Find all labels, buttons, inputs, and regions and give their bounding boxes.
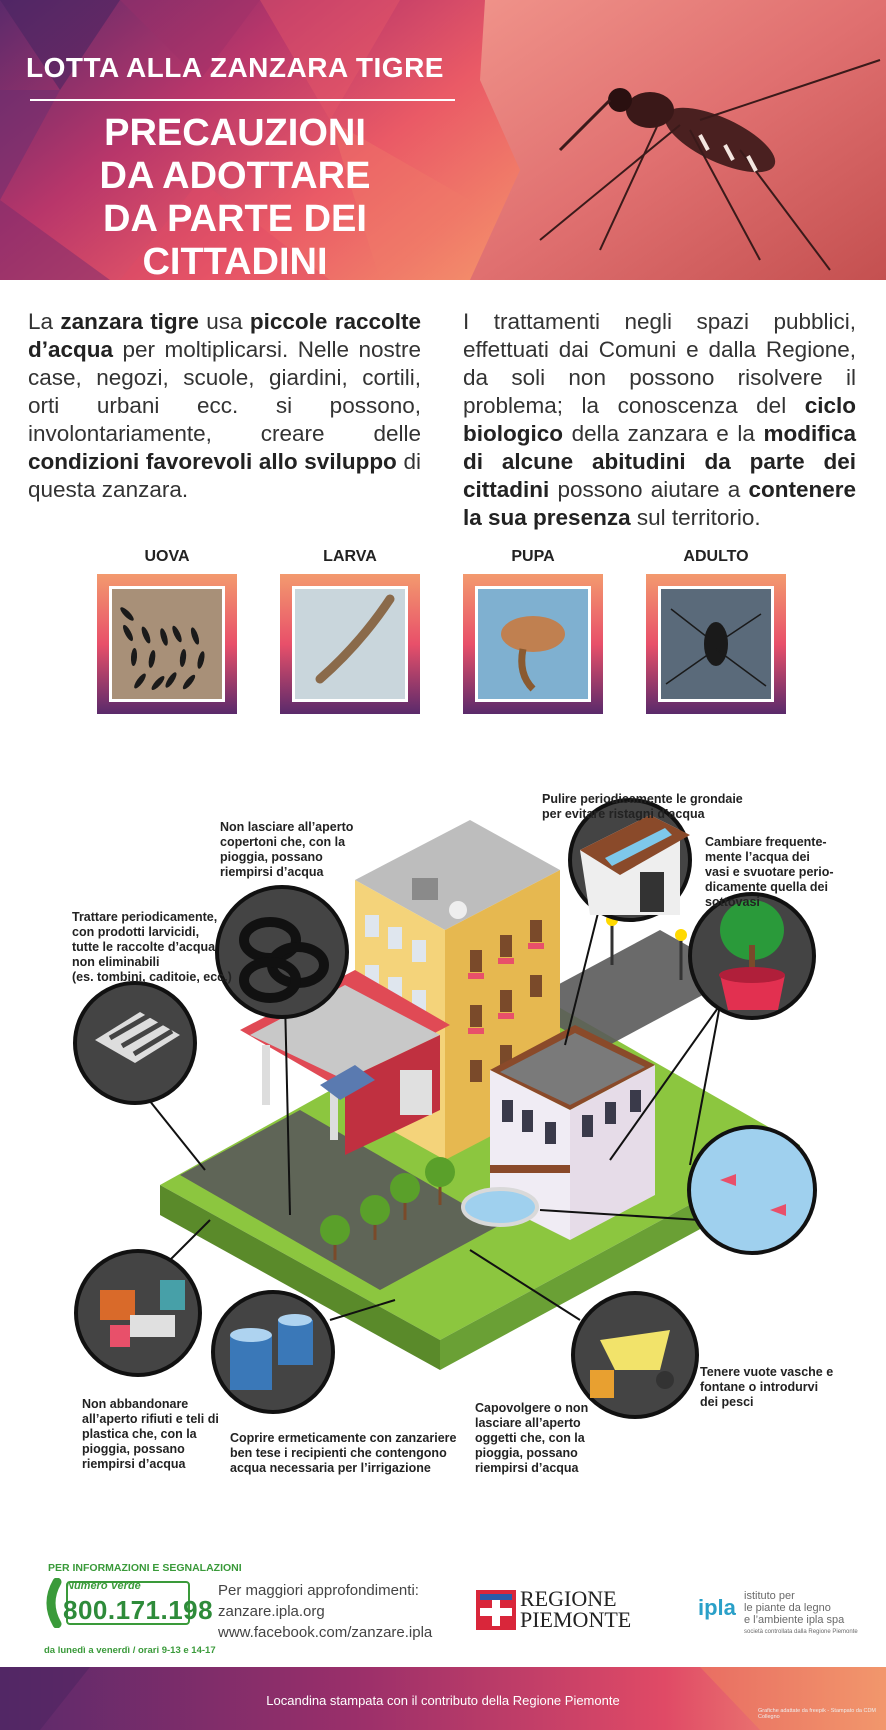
left-run: La: [28, 309, 61, 334]
ipla-logo-icon: ipla: [698, 1595, 736, 1620]
garbage-callout-icon: [76, 1251, 200, 1375]
more-info-block: [218, 1580, 432, 1643]
stage-label-pupa: PUPA: [511, 548, 555, 565]
callout-larvicides: Trattare periodicamente, con prodotti larvicidi, tutte le raccolte d’acqua non eliminabili (es. tombini, caditoie, ecc.): [72, 910, 232, 984]
regione-line1: REGIONE: [520, 1586, 617, 1611]
callout-fountains: Tenere vuote vasche e fontane o introdurvi dei pesci: [700, 1365, 834, 1409]
left-run: condizioni favorevoli allo sviluppo: [28, 449, 397, 474]
stage-label-adulto: ADULTO: [683, 548, 749, 565]
left-run: di questa zanzara.: [28, 449, 421, 502]
callout-garbage: Non abbandonare all’aperto rifiuti e teli di plastica che, con la pioggia, possano riempirsi d’acqua: [82, 1397, 219, 1471]
credit-text: Grafiche adattate da freepik - Stampato da CDM Collegno: [758, 1708, 877, 1720]
left-run: piccole raccolte d’acqua: [28, 309, 421, 362]
left-run: per moltiplicarsi. Nelle nostre case, negozi, scuole, giardini, cortili, orti urbani ecc. si possono, involontariamente, creare delle: [28, 337, 421, 446]
stage-label-larva: LARVA: [323, 548, 377, 565]
ipla-line3: e l’ambiente ipla spa: [744, 1614, 845, 1626]
right-run: contenere la sua presenza: [463, 477, 856, 530]
right-run: modifica di alcune abitudini da parte dei cittadini: [463, 421, 856, 502]
intro-left-paragraph: [28, 308, 421, 504]
header-subtitle: PRECAUZIONI DA ADOTTARE DA PARTE DEI CITTADINI: [99, 112, 371, 283]
larva-photo-icon: [280, 574, 420, 714]
ipla-logo-text: [744, 1590, 858, 1638]
eggs-photo-icon: [97, 574, 237, 714]
regione-piemonte-logo: [520, 1588, 631, 1630]
left-run: zanzara tigre: [60, 309, 199, 334]
stage-label-uova: UOVA: [144, 548, 190, 565]
regione-piemonte-logo-icon: [476, 1590, 516, 1630]
right-run: possono aiutare a: [549, 477, 749, 502]
right-run: I trattamenti negli spazi pubblici, effettuati dai Comuni e dalla Regione, da soli non possono risolvere il problema; la conoscenza del: [463, 309, 856, 418]
callout-containers: Coprire ermeticamente con zanzariere ben tese i recipienti che contengono acqua necessaria per l’irrigazione: [230, 1431, 457, 1475]
callout-tires: Non lasciare all’aperto copertoni che, con la pioggia, possano riempirsi d’acqua: [220, 820, 354, 879]
right-run: della zanzara e la: [563, 421, 764, 446]
ipla-line4: società controllata dalla Regione Piemonte: [744, 1629, 858, 1635]
header-divider: [30, 99, 455, 101]
website-link[interactable]: zanzare.ipla.org: [218, 1603, 325, 1620]
ipla-line2: le piante da legno: [744, 1602, 831, 1614]
pond: [463, 1189, 537, 1225]
right-run: sul territorio.: [630, 505, 761, 530]
callout-objects: Capovolgere o non lasciare all’aperto oggetti che, con la pioggia, possano riempirsi d’acqua: [475, 1401, 589, 1475]
pool-callout-icon: [689, 1127, 815, 1253]
pupa-photo-icon: [463, 574, 603, 714]
intro-right-paragraph: [463, 308, 856, 532]
adult-mosquito-photo-icon: [646, 574, 786, 714]
phone-number[interactable]: 800.171.198: [63, 1595, 214, 1625]
callout-flowerpots: Cambiare frequente- mente l’acqua dei vasi e svuotare perio- dicamente quella dei sottovasi: [705, 835, 834, 909]
header-title: LOTTA ALLA ZANZARA TIGRE: [26, 52, 444, 83]
phone-label: Numero Verde: [66, 1580, 141, 1592]
more-info-heading: Per maggiori approfondimenti:: [218, 1582, 419, 1599]
left-run: usa: [198, 309, 250, 334]
bottom-banner-text: Locandina stampata con il contributo della Regione Piemonte: [266, 1693, 620, 1708]
facebook-link[interactable]: www.facebook.com/zanzare.ipla: [218, 1624, 433, 1641]
info-heading: PER INFORMAZIONI E SEGNALAZIONI: [48, 1562, 242, 1574]
callout-gutters: Pulire periodicamente le grondaie per evitare ristagni d’acqua: [542, 792, 743, 821]
ipla-line1: istituto per: [744, 1590, 795, 1602]
regione-line2: PIEMONTE: [520, 1607, 632, 1632]
right-run: ciclo biologico: [463, 393, 856, 446]
phone-hours: da lunedì a venerdì / orari 9-13 e 14-17: [44, 1645, 216, 1656]
